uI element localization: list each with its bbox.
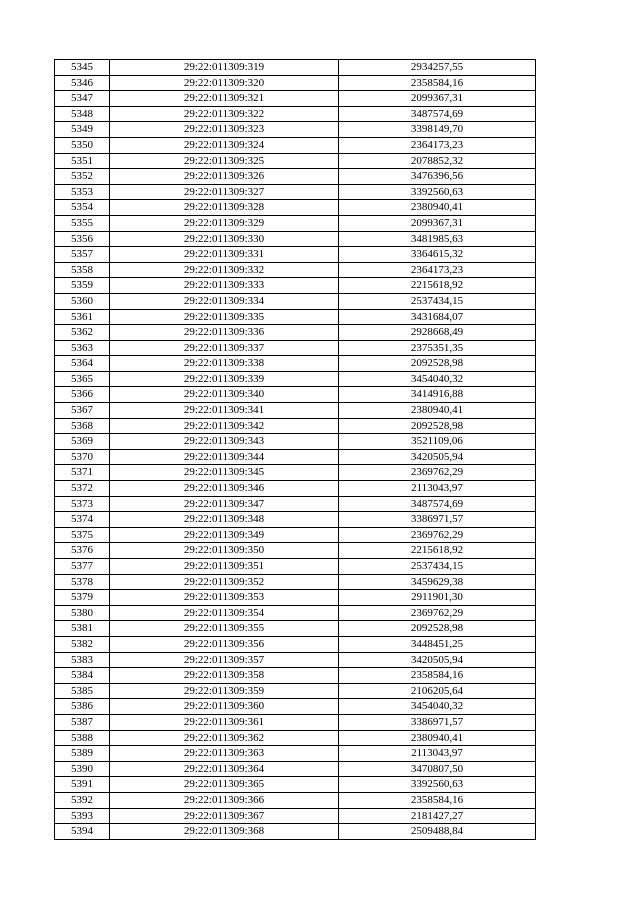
cadastral-value-cell: 2934257,55 [339, 60, 536, 76]
cadastral-value-cell: 2537434,15 [339, 293, 536, 309]
cadastral-value-cell: 2078852,32 [339, 153, 536, 169]
cadastral-value-cell: 3454040,32 [339, 699, 536, 715]
cadastral-number-cell: 29:22:011309:329 [110, 215, 339, 231]
row-number-cell: 5377 [55, 559, 110, 575]
table-row [55, 496, 536, 512]
row-number-cell: 5387 [55, 714, 110, 730]
table-row [55, 808, 536, 824]
cadastral-value-cell: 3386971,57 [339, 714, 536, 730]
table-row [55, 465, 536, 481]
row-number-cell: 5384 [55, 668, 110, 684]
cadastral-value-cell: 2092528,98 [339, 621, 536, 637]
table-row [55, 699, 536, 715]
cadastral-value-cell: 2509488,84 [339, 824, 536, 840]
table-row [55, 792, 536, 808]
table-row [55, 403, 536, 419]
cadastral-value-cell: 2380940,41 [339, 200, 536, 216]
row-number-cell: 5351 [55, 153, 110, 169]
table-row [55, 247, 536, 263]
table-row [55, 75, 536, 91]
cadastral-number-cell: 29:22:011309:341 [110, 403, 339, 419]
row-number-cell: 5390 [55, 761, 110, 777]
table-row [55, 184, 536, 200]
cadastral-value-cell: 2215618,92 [339, 278, 536, 294]
row-number-cell: 5362 [55, 325, 110, 341]
table-row [55, 730, 536, 746]
row-number-cell: 5375 [55, 527, 110, 543]
cadastral-value-cell: 3454040,32 [339, 371, 536, 387]
table-row [55, 481, 536, 497]
table-row [55, 527, 536, 543]
cadastral-number-cell: 29:22:011309:363 [110, 746, 339, 762]
row-number-cell: 5392 [55, 792, 110, 808]
cadastral-value-cell: 3386971,57 [339, 512, 536, 528]
cadastral-value-cell: 2369762,29 [339, 527, 536, 543]
table-row [55, 231, 536, 247]
table-row [55, 325, 536, 341]
table-row [55, 668, 536, 684]
table-row [55, 559, 536, 575]
cadastral-value-cell: 3487574,69 [339, 496, 536, 512]
cadastral-value-cell: 2369762,29 [339, 465, 536, 481]
row-number-cell: 5347 [55, 91, 110, 107]
cadastral-value-cell: 2364173,23 [339, 137, 536, 153]
cadastral-value-cell: 3476396,56 [339, 169, 536, 185]
table-row [55, 605, 536, 621]
row-number-cell: 5368 [55, 418, 110, 434]
table-row [55, 590, 536, 606]
table-row [55, 106, 536, 122]
table-row [55, 777, 536, 793]
table-row [55, 761, 536, 777]
table-row [55, 434, 536, 450]
cadastral-number-cell: 29:22:011309:355 [110, 621, 339, 637]
cadastral-number-cell: 29:22:011309:342 [110, 418, 339, 434]
row-number-cell: 5365 [55, 371, 110, 387]
row-number-cell: 5359 [55, 278, 110, 294]
cadastral-value-cell: 2537434,15 [339, 559, 536, 575]
row-number-cell: 5356 [55, 231, 110, 247]
row-number-cell: 5391 [55, 777, 110, 793]
table-row [55, 215, 536, 231]
cadastral-number-cell: 29:22:011309:365 [110, 777, 339, 793]
cadastral-value-cell: 3431684,07 [339, 309, 536, 325]
table-row [55, 262, 536, 278]
table-row [55, 449, 536, 465]
table-row [55, 543, 536, 559]
cadastral-number-cell: 29:22:011309:346 [110, 481, 339, 497]
row-number-cell: 5358 [55, 262, 110, 278]
row-number-cell: 5348 [55, 106, 110, 122]
cadastral-number-cell: 29:22:011309:336 [110, 325, 339, 341]
cadastral-value-cell: 2092528,98 [339, 418, 536, 434]
row-number-cell: 5370 [55, 449, 110, 465]
cadastral-number-cell: 29:22:011309:338 [110, 356, 339, 372]
cadastral-number-cell: 29:22:011309:364 [110, 761, 339, 777]
cadastral-number-cell: 29:22:011309:324 [110, 137, 339, 153]
cadastral-value-cell: 2113043,97 [339, 481, 536, 497]
table-row [55, 137, 536, 153]
cadastral-value-cell: 3481985,63 [339, 231, 536, 247]
table-row [55, 91, 536, 107]
table-row [55, 636, 536, 652]
cadastral-value-cell: 3364615,32 [339, 247, 536, 263]
cadastral-number-cell: 29:22:011309:332 [110, 262, 339, 278]
cadastral-number-cell: 29:22:011309:327 [110, 184, 339, 200]
cadastral-number-cell: 29:22:011309:360 [110, 699, 339, 715]
table-row [55, 574, 536, 590]
cadastral-number-cell: 29:22:011309:321 [110, 91, 339, 107]
cadastral-number-cell: 29:22:011309:331 [110, 247, 339, 263]
cadastral-number-cell: 29:22:011309:320 [110, 75, 339, 91]
cadastral-number-cell: 29:22:011309:356 [110, 636, 339, 652]
row-number-cell: 5393 [55, 808, 110, 824]
cadastral-value-cell: 2358584,16 [339, 792, 536, 808]
table-row [55, 621, 536, 637]
cadastral-value-cell: 3448451,25 [339, 636, 536, 652]
row-number-cell: 5382 [55, 636, 110, 652]
row-number-cell: 5388 [55, 730, 110, 746]
cadastral-number-cell: 29:22:011309:343 [110, 434, 339, 450]
cadastral-value-cell: 3398149,70 [339, 122, 536, 138]
table-row [55, 418, 536, 434]
cadastral-number-cell: 29:22:011309:319 [110, 60, 339, 76]
row-number-cell: 5361 [55, 309, 110, 325]
cadastral-number-cell: 29:22:011309:340 [110, 387, 339, 403]
cadastral-value-cell: 3459629,38 [339, 574, 536, 590]
cadastral-number-cell: 29:22:011309:359 [110, 683, 339, 699]
table-row [55, 356, 536, 372]
row-number-cell: 5366 [55, 387, 110, 403]
cadastral-value-cell: 3521109,06 [339, 434, 536, 450]
row-number-cell: 5360 [55, 293, 110, 309]
cadastral-number-cell: 29:22:011309:335 [110, 309, 339, 325]
cadastral-number-cell: 29:22:011309:349 [110, 527, 339, 543]
table-row [55, 60, 536, 76]
cadastral-number-cell: 29:22:011309:352 [110, 574, 339, 590]
cadastral-number-cell: 29:22:011309:345 [110, 465, 339, 481]
table-row [55, 387, 536, 403]
row-number-cell: 5394 [55, 824, 110, 840]
row-number-cell: 5386 [55, 699, 110, 715]
table-body [55, 60, 536, 840]
cadastral-value-cell: 2215618,92 [339, 543, 536, 559]
table-row [55, 683, 536, 699]
row-number-cell: 5363 [55, 340, 110, 356]
table-row [55, 122, 536, 138]
cadastral-number-cell: 29:22:011309:362 [110, 730, 339, 746]
row-number-cell: 5373 [55, 496, 110, 512]
cadastral-value-cell: 2928668,49 [339, 325, 536, 341]
cadastral-number-cell: 29:22:011309:322 [110, 106, 339, 122]
row-number-cell: 5389 [55, 746, 110, 762]
row-number-cell: 5372 [55, 481, 110, 497]
table-row [55, 309, 536, 325]
cadastral-number-cell: 29:22:011309:368 [110, 824, 339, 840]
cadastral-number-cell: 29:22:011309:358 [110, 668, 339, 684]
row-number-cell: 5352 [55, 169, 110, 185]
cadastral-number-cell: 29:22:011309:348 [110, 512, 339, 528]
row-number-cell: 5345 [55, 60, 110, 76]
table-row [55, 371, 536, 387]
cadastral-number-cell: 29:22:011309:353 [110, 590, 339, 606]
cadastral-value-cell: 2358584,16 [339, 75, 536, 91]
cadastral-value-cell: 2181427,27 [339, 808, 536, 824]
row-number-cell: 5371 [55, 465, 110, 481]
row-number-cell: 5346 [55, 75, 110, 91]
cadastral-value-cell: 2092528,98 [339, 356, 536, 372]
cadastral-value-cell: 3420505,94 [339, 652, 536, 668]
cadastral-value-cell: 2099367,31 [339, 91, 536, 107]
cadastral-value-cell: 3420505,94 [339, 449, 536, 465]
cadastral-value-cell: 2106205,64 [339, 683, 536, 699]
cadastral-number-cell: 29:22:011309:367 [110, 808, 339, 824]
row-number-cell: 5378 [55, 574, 110, 590]
table-row [55, 652, 536, 668]
cadastral-number-cell: 29:22:011309:328 [110, 200, 339, 216]
cadastral-number-cell: 29:22:011309:337 [110, 340, 339, 356]
cadastral-number-cell: 29:22:011309:361 [110, 714, 339, 730]
cadastral-value-cell: 2380940,41 [339, 403, 536, 419]
table-row [55, 824, 536, 840]
row-number-cell: 5369 [55, 434, 110, 450]
row-number-cell: 5355 [55, 215, 110, 231]
cadastral-number-cell: 29:22:011309:357 [110, 652, 339, 668]
row-number-cell: 5379 [55, 590, 110, 606]
row-number-cell: 5349 [55, 122, 110, 138]
cadastral-value-cell: 3392560,63 [339, 777, 536, 793]
row-number-cell: 5381 [55, 621, 110, 637]
cadastral-number-cell: 29:22:011309:350 [110, 543, 339, 559]
cadastral-number-cell: 29:22:011309:347 [110, 496, 339, 512]
cadastral-value-table [54, 59, 536, 840]
cadastral-value-cell: 2113043,97 [339, 746, 536, 762]
row-number-cell: 5364 [55, 356, 110, 372]
cadastral-value-cell: 3487574,69 [339, 106, 536, 122]
cadastral-value-cell: 2358584,16 [339, 668, 536, 684]
row-number-cell: 5383 [55, 652, 110, 668]
cadastral-value-cell: 3414916,88 [339, 387, 536, 403]
cadastral-number-cell: 29:22:011309:325 [110, 153, 339, 169]
table-row [55, 714, 536, 730]
cadastral-number-cell: 29:22:011309:323 [110, 122, 339, 138]
cadastral-number-cell: 29:22:011309:366 [110, 792, 339, 808]
row-number-cell: 5385 [55, 683, 110, 699]
cadastral-value-cell: 2380940,41 [339, 730, 536, 746]
table-row [55, 746, 536, 762]
cadastral-value-cell: 2375351,35 [339, 340, 536, 356]
row-number-cell: 5353 [55, 184, 110, 200]
table-row [55, 169, 536, 185]
row-number-cell: 5367 [55, 403, 110, 419]
cadastral-value-cell: 3392560,63 [339, 184, 536, 200]
table-row [55, 340, 536, 356]
cadastral-number-cell: 29:22:011309:333 [110, 278, 339, 294]
cadastral-number-cell: 29:22:011309:354 [110, 605, 339, 621]
row-number-cell: 5350 [55, 137, 110, 153]
table-row [55, 200, 536, 216]
row-number-cell: 5357 [55, 247, 110, 263]
cadastral-value-cell: 2911901,30 [339, 590, 536, 606]
cadastral-value-cell: 2364173,23 [339, 262, 536, 278]
table-row [55, 278, 536, 294]
row-number-cell: 5374 [55, 512, 110, 528]
table-row [55, 293, 536, 309]
cadastral-number-cell: 29:22:011309:351 [110, 559, 339, 575]
cadastral-number-cell: 29:22:011309:326 [110, 169, 339, 185]
cadastral-number-cell: 29:22:011309:334 [110, 293, 339, 309]
cadastral-number-cell: 29:22:011309:330 [110, 231, 339, 247]
row-number-cell: 5380 [55, 605, 110, 621]
cadastral-value-cell: 3470807,50 [339, 761, 536, 777]
cadastral-number-cell: 29:22:011309:344 [110, 449, 339, 465]
table-row [55, 153, 536, 169]
row-number-cell: 5376 [55, 543, 110, 559]
cadastral-value-cell: 2099367,31 [339, 215, 536, 231]
table-row [55, 512, 536, 528]
cadastral-number-cell: 29:22:011309:339 [110, 371, 339, 387]
row-number-cell: 5354 [55, 200, 110, 216]
cadastral-value-cell: 2369762,29 [339, 605, 536, 621]
